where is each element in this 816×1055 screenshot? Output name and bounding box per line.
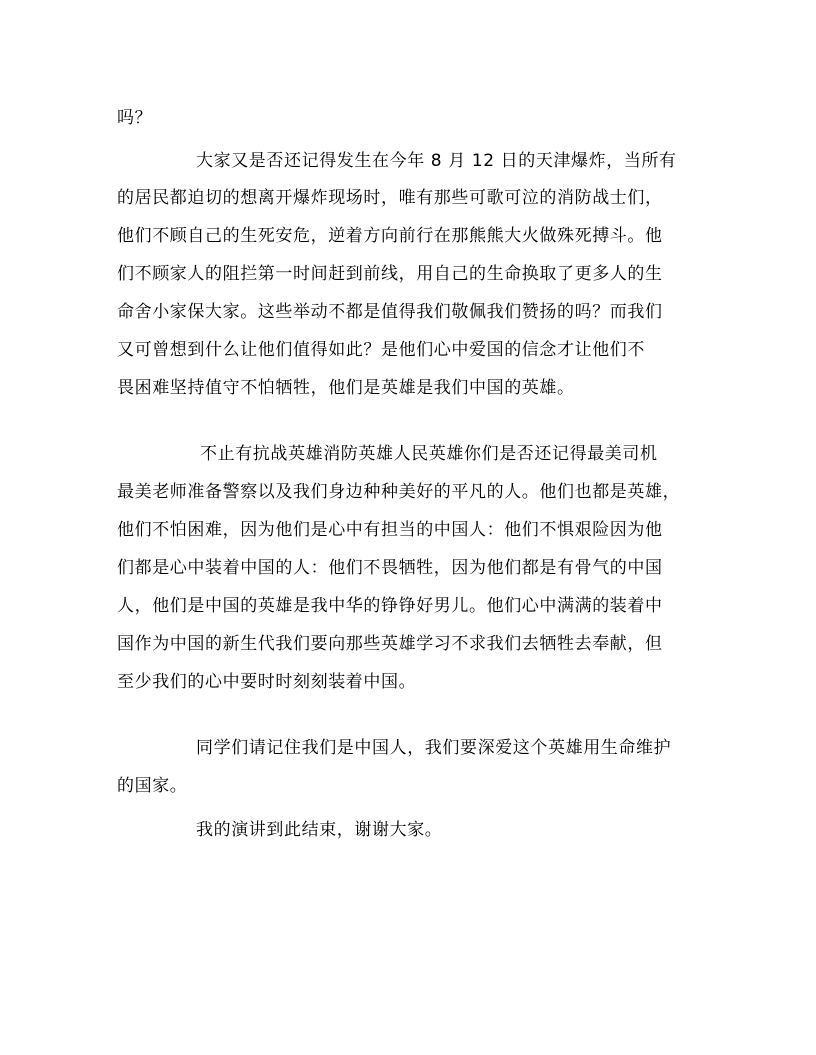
text-line: 吗？ — [117, 108, 153, 128]
text-line: 人，他们是中国的英雄是我中华的铮铮好男儿。他们心中满满的装着中 — [117, 596, 663, 616]
text-line: 他们不怕困难，因为他们是心中有担当的中国人：他们不惧艰险因为他 — [117, 520, 663, 540]
text-line: 们都是心中装着中国的人：他们不畏牺牲，因为他们都是有骨气的中国 — [117, 558, 663, 578]
text-line: 国作为中国的新生代我们要向那些英雄学习不求我们去牺牲去奉献，但 — [117, 634, 663, 654]
text-line: 的居民都迫切的想离开爆炸现场时，唯有那些可歌可泣的消防战士们， — [117, 188, 663, 208]
text-line: 同学们请记住我们是中国人，我们要深爱这个英雄用生命维护 — [196, 738, 672, 758]
text-line: 的国家。 — [117, 776, 188, 796]
text-line: 至少我们的心中要时时刻刻装着中国。 — [117, 672, 417, 692]
text-line: 最美老师准备警察以及我们身边种种美好的平凡的人。他们也都是英雄， — [117, 482, 681, 502]
text-line: 命舍小家保大家。这些举动不都是值得我们敬佩我们赞扬的吗？而我们 — [117, 302, 663, 322]
text-line: 们不顾家人的阻拦第一时间赶到前线，用自己的生命换取了更多人的生 — [117, 264, 663, 284]
text-line: 畏困难坚持值守不怕牺牲，他们是英雄是我们中国的英雄。 — [117, 378, 575, 398]
text-line: 又可曾想到什么让他们值得如此？是他们心中爱国的信念才让他们不 — [117, 340, 645, 360]
text-line: 他们不顾自己的生死安危，逆着方向前行在那熊熊大火做殊死搏斗。他 — [117, 226, 663, 246]
text-line: 我的演讲到此结束，谢谢大家。 — [196, 820, 443, 840]
text-line: 不止有抗战英雄消防英雄人民英雄你们是否还记得最美司机 — [200, 444, 658, 464]
text-line: 大家又是否还记得发生在今年 8 月 12 日的天津爆炸，当所有 — [196, 151, 677, 171]
